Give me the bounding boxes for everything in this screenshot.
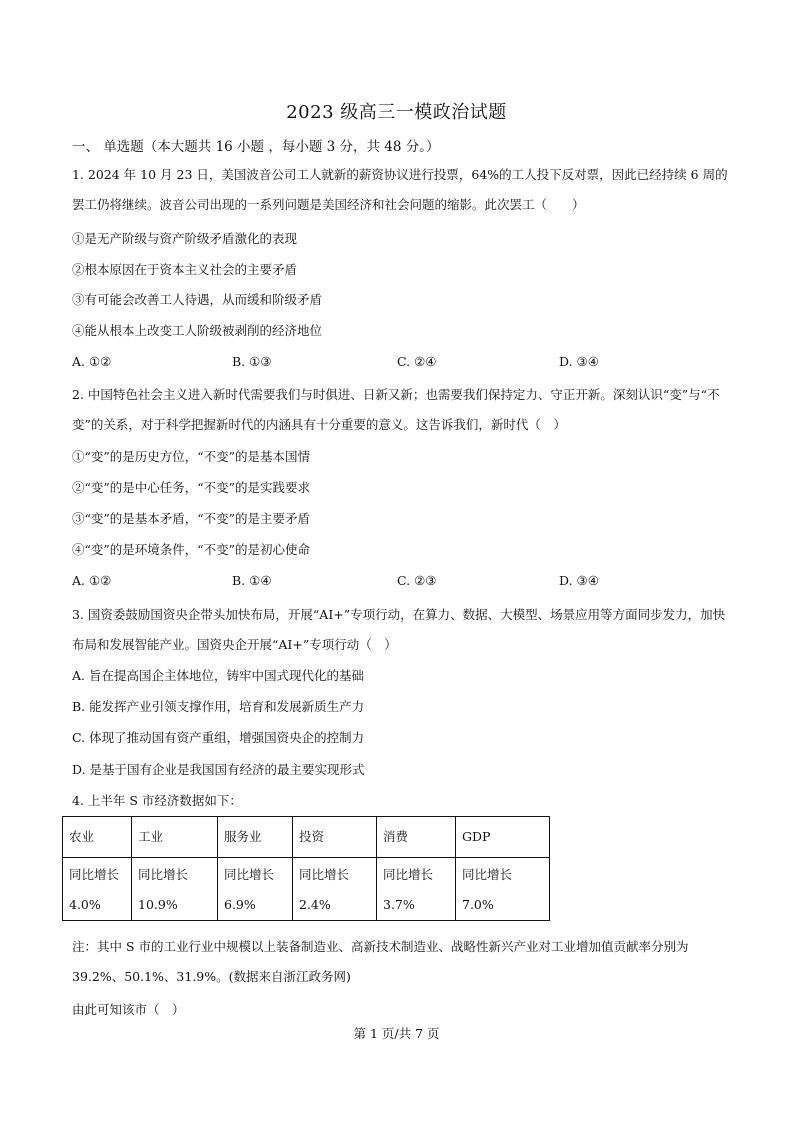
question-2-item: ②“变”的是中心任务，“不变”的是实践要求: [72, 480, 311, 495]
economic-data-table: [62, 816, 550, 921]
question-1-item: ②根本原因在于资本主义社会的主要矛盾: [72, 262, 298, 277]
choice-a: A. ①②: [72, 354, 112, 369]
page-footer: 第 1 页/共 7 页: [353, 1026, 440, 1041]
question-1-item: ③有可能会改善工人待遇，从而缓和阶级矛盾: [72, 292, 323, 307]
table-header-row: [63, 817, 550, 858]
table-header-cell: GDP: [456, 817, 550, 858]
question-4-ask: 由此可知该市（ ）: [72, 1002, 185, 1017]
table-cell: 同比增长 10.9%: [132, 858, 218, 921]
question-2-item: ④“变”的是环境条件，“不变”的是初心使命: [72, 542, 311, 557]
table-header-cell: 农业: [63, 817, 132, 858]
question-3-option-d: D. 是基于国有企业是我国国有经济的最主要实现形式: [72, 762, 365, 777]
table-header-cell: 投资: [293, 817, 377, 858]
question-3-stem: 3. 国资委鼓励国资央企带头加快布局，开展“AI+”专项行动，在算力、数据、大模型、场景应用等方面同步发力，加快布局和发展智能产业。国资央企开展“AI+”专项行动（ ）: [72, 607, 726, 652]
question-3-option-b: B. 能发挥产业引领支撑作用，培育和发展新质生产力: [72, 699, 365, 714]
question-2-choices: [72, 573, 732, 593]
table-cell: 同比增长 3.7%: [377, 858, 456, 921]
choice-d: D. ③④: [559, 354, 599, 369]
table-row: [63, 858, 550, 921]
question-4-stem: 4. 上半年 S 市经济数据如下：: [72, 793, 242, 808]
question-1-choices: [72, 354, 732, 374]
choice-a: A. ①②: [72, 573, 112, 588]
choice-d: D. ③④: [559, 573, 599, 588]
table-cell: 同比增长 7.0%: [456, 858, 550, 921]
table-cell: 同比增长 4.0%: [63, 858, 132, 921]
question-4-note: 注：其中 S 市的工业行业中规模以上装备制造业、高新技术制造业、战略性新兴产业对工业增加值贡献率分别为 39.2%、50.1%、31.9%。(数据来自浙江政务网): [72, 939, 689, 984]
question-3-option-a: A. 旨在提高国企主体地位，铸牢中国式现代化的基础: [72, 668, 364, 683]
exam-title: 2023 级高三一模政治试题: [286, 102, 507, 123]
question-2-item: ③“变”的是基本矛盾，“不变”的是主要矛盾: [72, 511, 311, 526]
question-3-option-c: C. 体现了推动国有资产重组，增强国资央企的控制力: [72, 730, 365, 745]
table-cell: 同比增长 6.9%: [218, 858, 293, 921]
question-1-item: ④能从根本上改变工人阶级被剥削的经济地位: [72, 323, 323, 338]
table-header-cell: 工业: [132, 817, 218, 858]
question-1-stem: 1. 2024 年 10 月 23 日，美国波音公司工人就新的薪资协议进行投票，64%的工人投下反对票，因此已经持续 6 周的罢工仍将继续。波音公司出现的一系列问题是美国经济和社会问题的缩影。此次罢工（ ）: [72, 167, 728, 212]
question-2-item: ①“变”的是历史方位，“不变”的是基本国情: [72, 449, 311, 464]
table-cell: 同比增长 2.4%: [293, 858, 377, 921]
table-header-cell: 消费: [377, 817, 456, 858]
table-header-cell: 服务业: [218, 817, 293, 858]
choice-c: C. ②③: [397, 573, 437, 588]
question-1-item: ①是无产阶级与资产阶级矛盾激化的表现: [72, 231, 298, 246]
section-heading: 一、 单选题（本大题共 16 小题 ，每小题 3 分，共 48 分。）: [72, 139, 440, 155]
choice-b: B. ①③: [232, 354, 272, 369]
choice-c: C. ②④: [397, 354, 437, 369]
choice-b: B. ①④: [232, 573, 272, 588]
question-2-stem: 2. 中国特色社会主义进入新时代需要我们与时俱进、日新又新；也需要我们保持定力、守正开新。深刻认识“变”与“不变”的关系，对于科学把握新时代的内涵具有十分重要的意义。这告诉我们，新时代（ ）: [72, 387, 720, 432]
